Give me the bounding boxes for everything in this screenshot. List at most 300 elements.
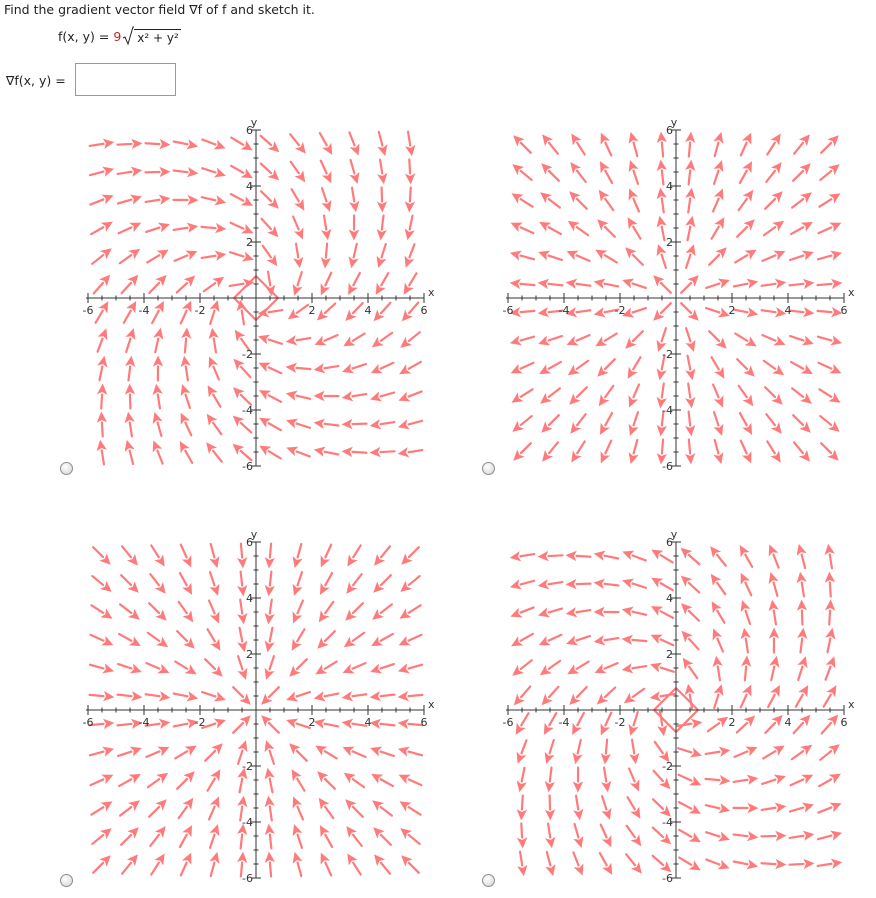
field-arrow xyxy=(629,712,639,736)
y-tick-label: 6 xyxy=(246,124,253,137)
x-tick-label: 6 xyxy=(420,304,428,317)
x-tick-label: -4 xyxy=(558,304,570,317)
field-arrow xyxy=(566,279,591,289)
field-arrow xyxy=(794,715,811,733)
field-arrow xyxy=(151,854,164,875)
field-arrow xyxy=(734,307,759,317)
field-arrow xyxy=(706,308,730,318)
field-arrow xyxy=(713,189,723,212)
field-arrow xyxy=(344,773,364,788)
field-arrow xyxy=(175,746,196,759)
field-arrow xyxy=(377,160,387,185)
field-arrow xyxy=(681,303,699,321)
field-arrow xyxy=(265,544,275,569)
field-arrow xyxy=(261,136,280,152)
field-arrow xyxy=(349,160,359,184)
y-tick-label: 4 xyxy=(246,180,253,193)
field-arrow xyxy=(290,134,306,154)
field-arrow xyxy=(147,663,170,673)
field-arrow xyxy=(204,277,224,292)
field-arrow xyxy=(679,830,701,842)
field-arrow xyxy=(319,798,334,818)
field-arrow xyxy=(769,572,779,596)
field-arrow xyxy=(820,416,839,432)
field-arrow xyxy=(706,803,730,813)
field-arrow xyxy=(315,335,338,345)
field-arrow xyxy=(651,550,672,563)
field-arrow xyxy=(210,572,220,596)
field-arrow xyxy=(762,279,787,289)
field-arrow xyxy=(545,824,555,849)
field-arrow xyxy=(628,797,641,818)
y-axis-label: y xyxy=(670,530,678,541)
field-arrow xyxy=(371,363,394,374)
field-arrow xyxy=(714,412,724,436)
field-arrow xyxy=(737,716,755,733)
field-arrow xyxy=(120,249,140,264)
field-arrow xyxy=(571,134,584,155)
field-arrow xyxy=(737,219,755,237)
field-arrow xyxy=(818,279,843,289)
field-arrow xyxy=(207,414,222,434)
y-tick-label: 4 xyxy=(666,592,673,605)
field-arrow xyxy=(286,692,310,702)
gradient-answer-input[interactable] xyxy=(75,63,176,96)
field-arrow xyxy=(512,660,532,676)
field-arrow xyxy=(654,771,671,789)
field-arrow xyxy=(712,217,725,238)
field-arrow xyxy=(682,631,699,649)
field-arrow xyxy=(265,796,275,821)
field-arrow xyxy=(600,853,612,875)
field-arrow xyxy=(292,769,305,790)
field-arrow xyxy=(293,824,303,848)
field-arrow xyxy=(569,387,587,405)
field-arrow xyxy=(826,656,836,679)
field-arrow xyxy=(570,162,585,182)
field-arrow xyxy=(599,386,614,406)
x-tick-label: -6 xyxy=(502,304,514,317)
x-tick-label: -6 xyxy=(82,716,94,729)
field-arrow xyxy=(569,687,586,705)
field-arrow xyxy=(153,356,163,381)
field-arrow xyxy=(539,362,561,374)
field-arrow xyxy=(202,168,226,178)
field-arrow xyxy=(314,447,338,457)
field-arrow xyxy=(153,328,163,352)
field-arrow xyxy=(629,385,639,408)
field-arrow xyxy=(796,685,808,707)
field-arrow xyxy=(766,162,781,182)
field-arrow xyxy=(825,600,835,625)
y-tick-label: -6 xyxy=(662,872,673,885)
field-arrow xyxy=(511,223,534,234)
field-arrow xyxy=(540,192,560,207)
field-arrow xyxy=(734,803,759,813)
field-arrow xyxy=(681,603,699,620)
field-arrow xyxy=(513,443,531,461)
field-arrow xyxy=(595,250,616,263)
field-arrow xyxy=(150,574,165,594)
field-arrow xyxy=(653,799,671,816)
field-arrow xyxy=(122,275,139,293)
field-arrow xyxy=(825,544,835,569)
field-arrow xyxy=(377,132,387,156)
field-arrow xyxy=(122,546,138,565)
field-arrow xyxy=(793,163,811,181)
field-arrow xyxy=(177,276,195,293)
field-arrow xyxy=(825,572,835,597)
field-arrow xyxy=(510,607,533,617)
field-arrow xyxy=(209,797,219,820)
field-arrow xyxy=(180,441,192,463)
field-arrow xyxy=(514,687,530,706)
field-arrow xyxy=(321,545,332,568)
field-arrow xyxy=(261,715,279,733)
field-arrow xyxy=(121,575,139,593)
field-arrow xyxy=(629,132,639,156)
field-arrow xyxy=(513,135,531,153)
field-arrow xyxy=(153,440,163,463)
field-arrow xyxy=(177,631,195,649)
field-arrow xyxy=(819,193,840,206)
field-arrow xyxy=(400,605,421,618)
field-arrow xyxy=(741,573,752,596)
field-arrow xyxy=(542,687,559,705)
field-arrow xyxy=(741,441,752,464)
field-arrow xyxy=(767,441,780,462)
field-arrow xyxy=(818,335,842,345)
field-arrow xyxy=(372,333,392,348)
field-arrow xyxy=(293,244,303,269)
field-arrow xyxy=(741,628,751,653)
field-arrow xyxy=(790,279,815,289)
field-arrow xyxy=(122,854,138,873)
field-arrow xyxy=(681,275,699,293)
field-arrow xyxy=(174,167,199,177)
field-arrow xyxy=(118,195,142,205)
field-arrow xyxy=(319,602,334,622)
field-arrow xyxy=(97,384,107,409)
field-arrow xyxy=(231,194,253,206)
field-arrow xyxy=(539,635,562,646)
field-arrow xyxy=(174,195,199,205)
field-arrow xyxy=(517,768,527,792)
field-arrow xyxy=(90,167,114,177)
x-tick-label: 2 xyxy=(308,304,316,317)
field-arrow xyxy=(210,824,220,848)
field-arrow xyxy=(374,303,391,321)
field-arrow xyxy=(512,164,531,180)
field-arrow xyxy=(678,748,702,758)
field-arrow xyxy=(321,161,332,184)
x-tick-label: -2 xyxy=(194,716,206,729)
field-arrow xyxy=(92,248,112,264)
field-arrow xyxy=(370,391,394,401)
field-arrow xyxy=(767,134,780,155)
field-arrow xyxy=(405,244,415,267)
field-arrow xyxy=(258,335,282,345)
field-arrow xyxy=(712,601,725,622)
field-arrow xyxy=(540,388,560,403)
x-axis-label: x xyxy=(428,286,435,299)
radio-option-2[interactable] xyxy=(482,462,495,475)
field-arrow xyxy=(769,628,779,653)
field-arrow xyxy=(398,391,421,401)
vector-field-plot-option-4 xyxy=(496,530,856,890)
field-arrow xyxy=(545,796,555,821)
field-arrow xyxy=(538,279,563,289)
field-arrow xyxy=(261,164,279,181)
field-arrow xyxy=(265,824,275,849)
x-tick-label: 4 xyxy=(784,304,792,317)
field-arrow xyxy=(405,216,415,240)
field-arrow xyxy=(202,692,226,702)
field-arrow xyxy=(713,385,723,408)
field-arrow xyxy=(181,853,192,876)
radio-option-1[interactable] xyxy=(60,462,73,475)
field-arrow xyxy=(288,305,308,320)
field-arrow xyxy=(289,743,307,761)
field-arrow xyxy=(148,773,168,788)
field-arrow xyxy=(124,301,136,323)
field-arrow xyxy=(573,740,583,764)
field-arrow xyxy=(345,303,362,321)
field-arrow xyxy=(181,413,192,436)
field-arrow xyxy=(512,193,533,206)
field-arrow xyxy=(791,222,813,234)
field-arrow xyxy=(566,579,591,589)
x-tick-label: -2 xyxy=(614,716,626,729)
field-arrow xyxy=(370,719,395,729)
field-arrow xyxy=(538,607,562,617)
field-arrow xyxy=(118,139,143,149)
field-arrow xyxy=(321,216,331,241)
field-arrow xyxy=(566,551,591,561)
field-arrow xyxy=(147,250,168,263)
y-tick-label: -2 xyxy=(242,348,253,361)
field-arrow xyxy=(231,223,254,234)
field-arrow xyxy=(233,687,251,705)
field-arrow xyxy=(377,216,387,241)
field-arrow xyxy=(708,717,728,732)
field-arrow xyxy=(622,663,647,673)
field-arrow xyxy=(373,575,391,593)
field-arrow xyxy=(512,416,531,432)
field-arrow xyxy=(602,796,612,820)
field-arrow xyxy=(265,656,275,680)
field-arrow xyxy=(343,334,364,347)
field-arrow xyxy=(825,628,835,652)
field-arrow xyxy=(374,854,390,873)
field-arrow xyxy=(125,384,135,409)
field-arrow xyxy=(209,852,219,876)
field-arrow xyxy=(96,301,109,322)
field-arrow xyxy=(320,825,332,847)
field-arrow xyxy=(118,664,142,674)
field-arrow xyxy=(626,854,642,874)
field-arrow xyxy=(234,359,251,377)
field-arrow xyxy=(342,364,366,374)
field-arrow xyxy=(625,247,643,265)
field-arrow xyxy=(819,774,841,786)
field-arrow xyxy=(400,576,419,592)
field-arrow xyxy=(679,775,702,786)
field-arrow xyxy=(512,389,533,402)
field-arrow xyxy=(624,689,644,704)
field-arrow xyxy=(315,662,336,675)
x-tick-label: 2 xyxy=(728,304,736,317)
field-arrow xyxy=(265,768,275,793)
field-arrow xyxy=(293,216,303,239)
field-arrow xyxy=(573,852,583,875)
field-arrow xyxy=(797,628,807,653)
field-arrow xyxy=(372,800,392,815)
field-arrow xyxy=(538,551,563,561)
field-arrow xyxy=(765,387,783,405)
field-arrow xyxy=(174,251,197,261)
field-arrow xyxy=(400,828,419,844)
field-arrow xyxy=(233,715,251,733)
field-arrow xyxy=(712,357,725,378)
field-arrow xyxy=(321,853,332,876)
field-arrow xyxy=(205,743,223,761)
field-arrow xyxy=(599,190,614,210)
field-arrow xyxy=(764,221,784,236)
x-tick-label: 2 xyxy=(728,716,736,729)
field-arrow xyxy=(741,656,751,681)
x-tick-label: 2 xyxy=(308,716,316,729)
field-arrow xyxy=(765,191,783,209)
field-arrow xyxy=(181,301,192,324)
gradient-label: ∇f(x, y) = xyxy=(6,73,66,88)
field-arrow xyxy=(763,746,784,759)
field-arrow xyxy=(734,279,759,289)
field-arrow xyxy=(741,685,752,708)
y-tick-label: -6 xyxy=(242,460,253,473)
y-axis-label: y xyxy=(250,530,258,541)
field-arrow xyxy=(177,771,195,789)
field-arrow xyxy=(545,852,555,876)
field-arrow xyxy=(566,636,590,646)
field-arrow xyxy=(125,440,135,464)
field-arrow xyxy=(622,308,646,318)
field-arrow xyxy=(790,251,814,261)
field-arrow xyxy=(370,419,395,429)
field-arrow xyxy=(146,223,170,233)
field-arrow xyxy=(346,574,361,594)
field-arrow xyxy=(597,359,615,377)
y-tick-label: 6 xyxy=(666,536,673,549)
field-arrow xyxy=(370,664,394,674)
field-arrow xyxy=(377,244,387,268)
field-arrow xyxy=(314,419,339,429)
field-arrow xyxy=(320,133,332,155)
field-arrow xyxy=(517,740,527,763)
field-arrow xyxy=(370,447,395,457)
field-arrow xyxy=(734,747,757,757)
x-axis-label: x xyxy=(848,698,855,711)
field-arrow xyxy=(706,279,730,289)
sqrt-expression xyxy=(122,26,181,46)
field-arrow xyxy=(342,391,367,401)
field-arrow xyxy=(769,656,779,680)
field-arrow xyxy=(821,443,839,461)
field-arrow xyxy=(349,216,359,241)
field-arrow xyxy=(209,601,219,624)
field-arrow xyxy=(601,713,612,736)
field-arrow xyxy=(679,802,701,814)
x-axis-label: x xyxy=(428,698,435,711)
y-tick-label: -2 xyxy=(662,348,673,361)
field-arrow xyxy=(265,740,275,764)
field-arrow xyxy=(792,388,812,403)
field-arrow xyxy=(714,684,724,708)
field-arrow xyxy=(404,273,417,294)
radio-option-4[interactable] xyxy=(482,874,495,887)
field-arrow xyxy=(679,858,700,871)
field-arrow xyxy=(230,252,254,262)
field-arrow xyxy=(344,633,364,648)
field-arrow xyxy=(824,685,837,706)
field-arrow xyxy=(793,415,811,433)
y-axis-label: y xyxy=(670,118,678,129)
field-arrow xyxy=(94,275,110,294)
field-arrow xyxy=(293,544,303,568)
field-arrow xyxy=(174,139,198,149)
function-coefficient: 9 xyxy=(113,28,122,44)
y-tick-label: -2 xyxy=(662,760,673,773)
field-arrow xyxy=(510,335,534,345)
field-arrow xyxy=(152,301,164,323)
x-tick-label: -4 xyxy=(558,716,570,729)
field-arrow xyxy=(97,412,107,437)
field-arrow xyxy=(402,303,418,322)
field-arrow xyxy=(401,547,419,565)
field-arrow xyxy=(627,826,642,846)
field-arrow xyxy=(797,544,807,568)
field-arrow xyxy=(93,547,111,565)
field-arrow xyxy=(146,139,171,149)
y-tick-label: -2 xyxy=(242,760,253,773)
field-arrow xyxy=(259,390,281,402)
field-arrow xyxy=(711,574,726,594)
field-arrow xyxy=(259,446,280,459)
field-arrow xyxy=(653,303,671,321)
field-arrow xyxy=(628,357,641,378)
field-arrow xyxy=(317,304,335,321)
field-arrow xyxy=(181,545,192,568)
field-arrow xyxy=(568,361,588,376)
field-arrow xyxy=(180,573,192,595)
field-arrow xyxy=(233,387,251,404)
field-arrow xyxy=(265,852,275,877)
field-arrow xyxy=(790,307,815,317)
field-arrow xyxy=(90,747,114,757)
field-arrow xyxy=(538,251,562,261)
field-arrow xyxy=(685,440,695,465)
field-arrow xyxy=(594,579,619,589)
field-arrow xyxy=(628,217,641,238)
field-arrow xyxy=(263,246,278,266)
radio-option-3[interactable] xyxy=(60,874,73,887)
field-arrow xyxy=(314,391,339,401)
field-arrow xyxy=(685,160,695,185)
field-arrow xyxy=(398,691,423,701)
field-arrow xyxy=(286,335,311,345)
field-arrow xyxy=(597,219,615,237)
field-arrow xyxy=(713,440,723,464)
